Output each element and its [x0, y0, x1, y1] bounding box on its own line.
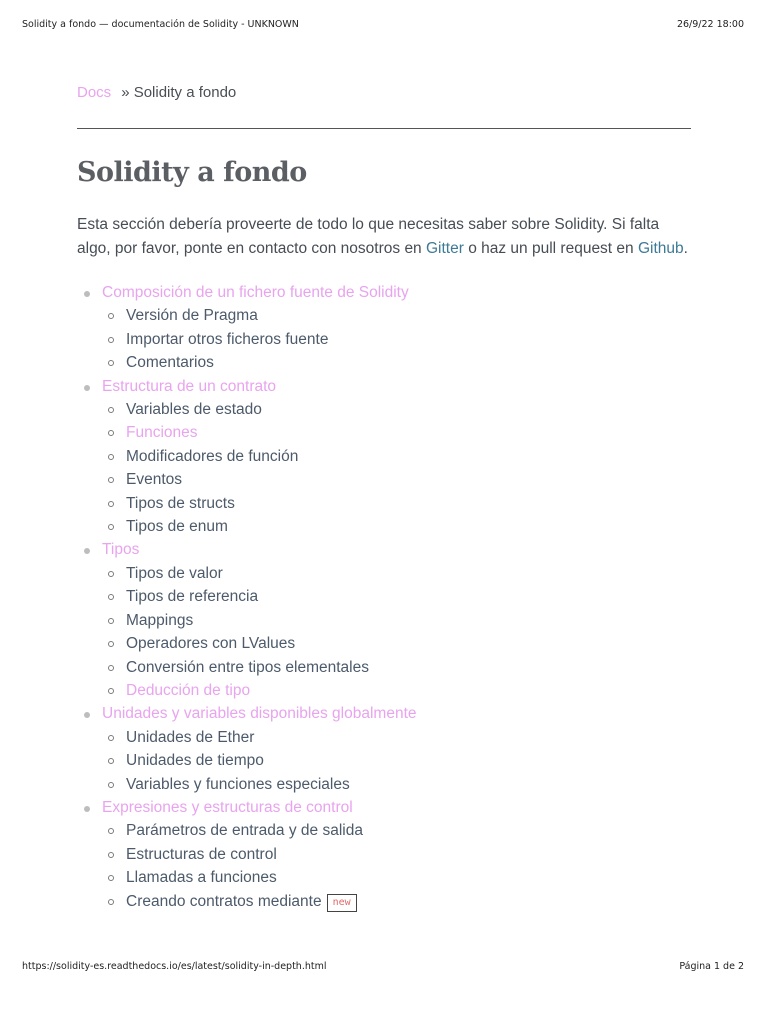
divider: [77, 128, 691, 129]
print-footer-page: Página 1 de 2: [679, 961, 744, 972]
toc-subsection-item[interactable]: [102, 351, 691, 374]
github-link[interactable]: Github: [637, 239, 684, 257]
intro-text-1: Esta sección debería proveerte de todo lo que necesitas saber sobre Solidity. Si falta algo, por favor, ponte en contacto con nosotros en: [77, 216, 660, 257]
print-footer-url: https://solidity-es.readthedocs.io/es/latest/solidity-in-depth.html: [22, 961, 327, 972]
toc-subsection-item[interactable]: [102, 304, 691, 327]
page-title: Solidity a fondo: [77, 157, 307, 188]
toc-subsection-label: Funciones: [126, 424, 198, 442]
toc-subsection-item[interactable]: [102, 726, 691, 749]
toc-subsection-item[interactable]: [102, 421, 691, 444]
toc-subsection-label: Modificadores de función: [126, 447, 299, 465]
print-header: [22, 19, 744, 30]
toc-subsection-label: Comentarios: [126, 354, 214, 372]
toc-subsection-label: Unidades de Ether: [126, 728, 255, 746]
main-content: [77, 80, 691, 913]
toc-subsection-item[interactable]: [102, 585, 691, 608]
intro-paragraph: [77, 213, 691, 260]
breadcrumb: [77, 80, 691, 106]
toc-subsection-item[interactable]: [102, 679, 691, 702]
toc-section-link[interactable]: Composición de un fichero fuente de Solidity: [102, 284, 409, 301]
toc-subsection-label: Eventos: [126, 471, 183, 489]
toc-subsection-item[interactable]: [102, 890, 691, 913]
toc-subsection-label: Mappings: [126, 611, 194, 629]
toc-subsection-item[interactable]: [102, 398, 691, 421]
toc-subsection-item[interactable]: [102, 609, 691, 632]
toc-subsection-label: Creando contratos mediante: [126, 892, 322, 910]
toc-subsection-item[interactable]: [102, 445, 691, 468]
toc-section-link[interactable]: Unidades y variables disponibles globalmente: [102, 705, 417, 723]
toc-subsection-label: Tipos de referencia: [126, 588, 259, 606]
gitter-link[interactable]: Gitter: [426, 239, 464, 257]
toc-subsection-item[interactable]: [102, 749, 691, 772]
toc-subsection-item[interactable]: [102, 515, 691, 538]
toc-subsection-label: Versión de Pragma: [126, 307, 258, 325]
toc-subsection-item[interactable]: [102, 632, 691, 655]
print-header-datetime: 26/9/22 18:00: [676, 19, 744, 30]
toc-section-link[interactable]: Tipos: [102, 541, 140, 559]
toc-subsection-item[interactable]: [102, 819, 691, 842]
toc-subsection-label: Estructuras de control: [126, 845, 277, 863]
toc-subsection-list: [102, 304, 691, 374]
toc-subsection-label: Deducción de tipo: [126, 681, 251, 699]
intro-text-3: .: [683, 239, 688, 257]
print-footer: [22, 961, 744, 972]
toc-subsection-list: [102, 398, 691, 538]
toc-subsection-label: Llamadas a funciones: [126, 869, 277, 887]
toc-subsection-list: [102, 819, 691, 913]
toc-section: [77, 538, 691, 702]
toc-subsection-label: Operadores con LValues: [126, 635, 296, 653]
toc-subsection-label: Variables de estado: [126, 401, 262, 419]
toc-subsection-label: Variables y funciones especiales: [126, 775, 350, 793]
toc-subsection-label: Tipos de enum: [126, 518, 228, 536]
toc-subsection-label: Parámetros de entrada y de salida: [126, 822, 363, 840]
toc-section: [77, 796, 691, 913]
toc-subsection-item[interactable]: [102, 843, 691, 866]
toc-subsection-item[interactable]: [102, 656, 691, 679]
breadcrumb-current: Solidity a fondo: [133, 84, 237, 101]
toc-subsection-label: Unidades de tiempo: [126, 752, 264, 770]
toc-subsection-label: Tipos de valor: [126, 564, 223, 582]
breadcrumb-docs-link[interactable]: Docs: [77, 84, 112, 101]
intro-text-2: o haz un pull request en: [463, 239, 638, 257]
toc-subsection-list: [102, 562, 691, 702]
toc-section: [77, 702, 691, 796]
toc-subsection-item[interactable]: [102, 866, 691, 889]
toc-subsection-item[interactable]: [102, 773, 691, 796]
toc-section-link[interactable]: Expresiones y estructuras de control: [102, 798, 353, 816]
print-header-title: Solidity a fondo — documentación de Solidity - UNKNOWN: [22, 19, 299, 30]
toc-section-link[interactable]: Estructura de un contrato: [102, 377, 277, 395]
toc-subsection-label: Importar otros ficheros fuente: [126, 330, 329, 348]
toc-subsection-list: [102, 726, 691, 796]
toc-section: [77, 375, 691, 539]
toc-subsection-item[interactable]: [102, 328, 691, 351]
toc-subsection-label: Tipos de structs: [126, 494, 235, 512]
toc-subsection-label: Conversión entre tipos elementales: [126, 658, 369, 676]
toc-subsection-item[interactable]: [102, 468, 691, 491]
table-of-contents: [77, 281, 691, 913]
toc-subsection-item[interactable]: [102, 492, 691, 515]
new-badge: new: [327, 894, 357, 912]
toc-subsection-item[interactable]: [102, 562, 691, 585]
toc-section: [77, 281, 691, 375]
breadcrumb-separator: »: [121, 84, 130, 101]
